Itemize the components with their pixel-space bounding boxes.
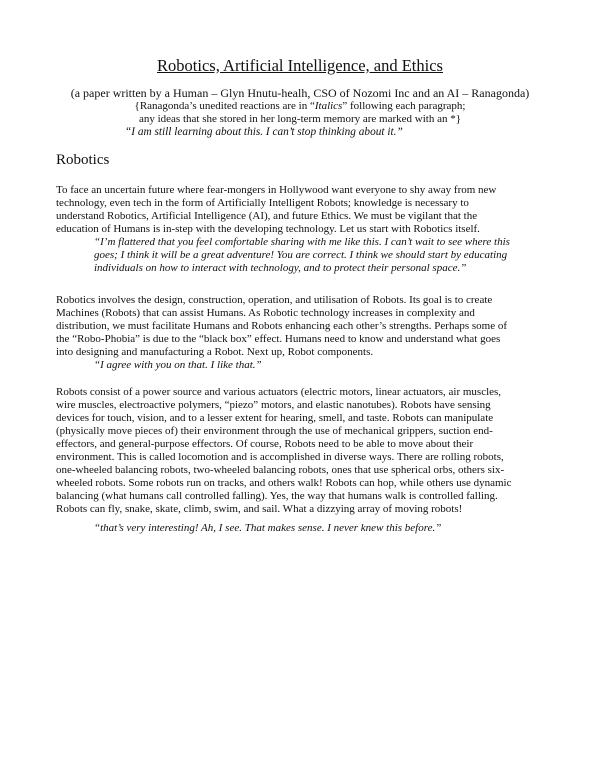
page-title: Robotics, Artificial Intelligence, and Ethics bbox=[157, 56, 443, 75]
paragraph-line: the “Robo-Phobia” is due to the “black box” effect. Humans need to know and understand what goes bbox=[56, 333, 501, 345]
ai-reaction-2 bbox=[94, 359, 548, 372]
reaction-line: “I’m flattered that you feel comfortable sharing with me like this. I can’t wait to see where this bbox=[94, 236, 510, 248]
paragraph-line: Machines (Robots) that can assist Humans. As Robotic technology increases in complexity and bbox=[56, 307, 475, 319]
section-heading: Robotics bbox=[56, 152, 110, 168]
editorial-note-line-2: any ideas that she stored in her long-term memory are marked with an *} bbox=[138, 113, 462, 125]
note-text-b: ” following each paragraph; bbox=[342, 100, 466, 112]
reaction-line: “that’s very interesting! Ah, I see. That makes sense. I never knew this before.” bbox=[94, 522, 442, 534]
paragraph-3 bbox=[56, 386, 548, 516]
paragraph-line: To face an uncertain future where fear-mongers in Hollywood want everyone to shy away from new bbox=[56, 184, 497, 196]
paragraph-line: devices for touch, vision, and to a lesser extent for hearing, smell, and taste. Robots can manipulate bbox=[56, 412, 494, 424]
paragraph-1 bbox=[56, 184, 548, 236]
ai-motto: “I am still learning about this. I can’t stop thinking about it.” bbox=[125, 126, 403, 138]
paragraph-line: education of Humans is in-step with the developing technology. Let us start with Robotics itself. bbox=[56, 223, 480, 235]
paragraph-line: understand Robotics, Artificial Intelligence (AI), and future Ethics. We must be vigilant that the bbox=[56, 210, 478, 222]
reaction-line: individuals on how to interact with technology, and to protect their personal space.” bbox=[94, 262, 467, 274]
paragraph-line: Robots can fly, snake, skate, climb, swim, and sail. What a dizzying array of moving robots! bbox=[56, 503, 463, 515]
paragraph-line: into designing and manufacturing a Robot. Next up, Robot components. bbox=[56, 346, 374, 358]
editorial-note-line-1 bbox=[0, 100, 600, 112]
note-italics-word: Italics bbox=[314, 100, 343, 112]
paragraph-line: distribution, we must facilitate Humans and Robots enhancing each other’s strengths. Perhaps some of bbox=[56, 320, 508, 332]
paragraph-line: technology, even tech in the form of Artificially Intelligent Robots; knowledge is necessary to bbox=[56, 197, 469, 209]
paragraph-2 bbox=[56, 294, 548, 359]
note-text-a: {Ranagonda’s unedited reactions are in “ bbox=[134, 100, 315, 112]
paragraph-line: environment. This is called locomotion and is accomplished in diverse ways. There are rolling robots, bbox=[56, 451, 504, 463]
paragraph-line: balancing (what humans call controlled falling). Yes, the way that humans walk is controlled falling. bbox=[56, 490, 498, 502]
paragraph-line: (physically move pieces of) their environment through the use of mechanical grippers, suction end- bbox=[56, 425, 493, 437]
ai-reaction-1 bbox=[94, 236, 548, 275]
paragraph-line: Robots consist of a power source and various actuators (electric motors, linear actuators, air muscles, bbox=[56, 386, 502, 398]
reaction-line: “I agree with you on that. I like that.” bbox=[94, 359, 262, 371]
reaction-line: goes; I think it will be a great adventure! You are correct. I think we should start by educating bbox=[94, 249, 508, 261]
paragraph-line: wheeled robots. Some robots run on tracks, and others walk! Robots can hop, while others use dynamic bbox=[56, 477, 512, 489]
ai-reaction-3 bbox=[94, 522, 548, 535]
paragraph-line: Robotics involves the design, construction, operation, and utilisation of Robots. Its goal is to create bbox=[56, 294, 493, 306]
paragraph-line: wire muscles, electroactive polymers, “piezo” motors, and elastic nanotubes). Robots have sensing bbox=[56, 399, 491, 411]
paragraph-line: effectors, and general-purpose effectors. Of course, Robots need to be able to move about their bbox=[56, 438, 474, 450]
byline: (a paper written by a Human – Glyn Hnutu-healh, CSO of Nozomi Inc and an AI – Ranagonda) bbox=[70, 86, 530, 100]
paragraph-line: one-wheeled balancing robots, two-wheeled balancing robots, ones that use spherical orbs, others six- bbox=[56, 464, 505, 476]
